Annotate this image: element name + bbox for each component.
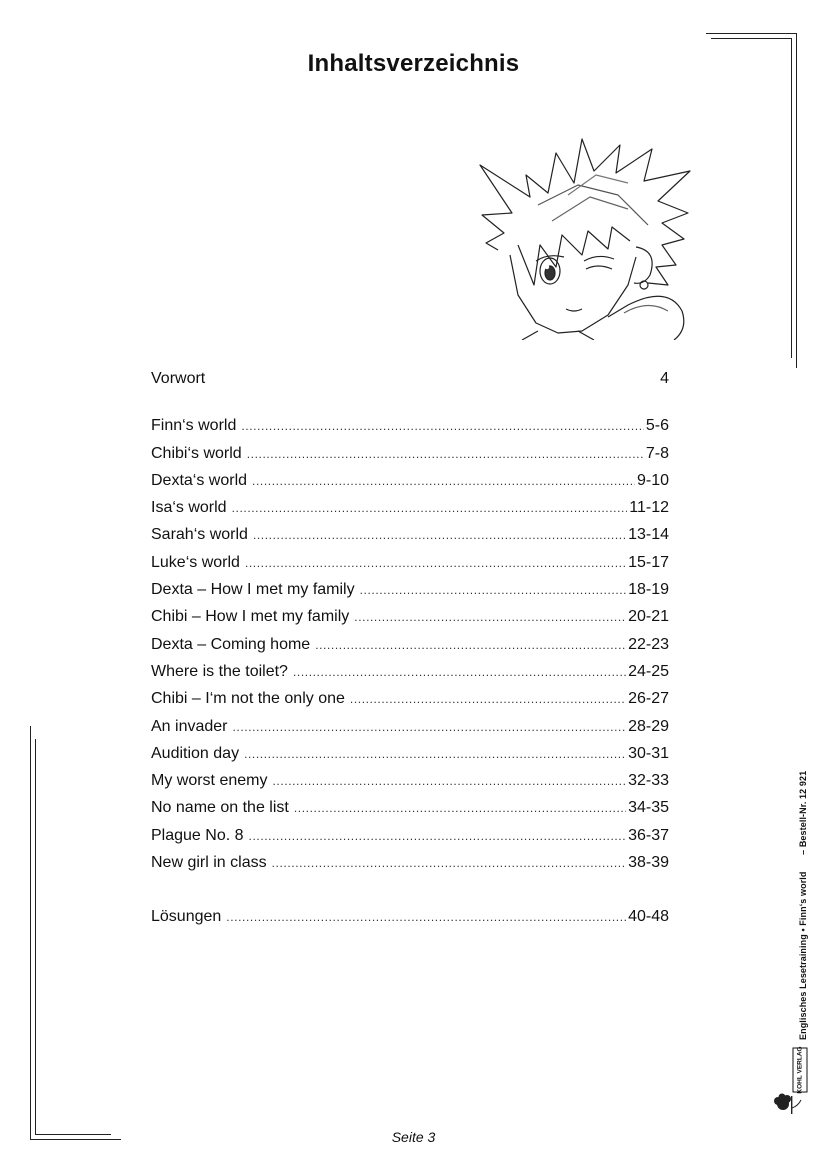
toc-entry (151, 663, 669, 690)
toc-entry-page: 20-21 (628, 608, 669, 626)
toc-entry-vorwort (151, 370, 669, 397)
toc-entry-page: 26-27 (628, 690, 669, 708)
toc-leader (293, 665, 626, 679)
toc-leader (272, 774, 626, 788)
toc-entry-loesungen (151, 908, 669, 935)
toc-entry-label: Luke‘s world (151, 553, 240, 571)
toc-entry-label: Dexta‘s world (151, 471, 248, 489)
toc-leader (244, 747, 626, 761)
toc-leader (253, 528, 626, 542)
toc-entry (151, 799, 669, 826)
table-of-contents (151, 370, 669, 936)
toc-entry-label: My worst enemy (151, 772, 268, 790)
toc-entry-label: No name on the list (151, 799, 289, 817)
toc-entry-label: Audition day (151, 744, 240, 762)
kohl-verlag-logo-icon (773, 1046, 809, 1116)
toc-entry (151, 690, 669, 717)
toc-entry-page: 15-17 (628, 553, 669, 571)
toc-entry-label: New girl in class (151, 854, 267, 872)
order-number: – Bestell-Nr. 12 921 (798, 770, 808, 855)
toc-leader (245, 556, 626, 570)
toc-entry (151, 499, 669, 526)
toc-entry-page: 34-35 (628, 799, 669, 817)
bullet-separator: • (798, 925, 808, 932)
toc-entry-label: An invader (151, 717, 228, 735)
toc-entry-page: 30-31 (628, 744, 669, 762)
publisher-name: KOHL VERLAG (796, 1046, 804, 1094)
toc-entry-page: 18-19 (628, 581, 669, 599)
toc-entry-page: 38-39 (628, 854, 669, 872)
toc-leader (249, 829, 627, 843)
toc-entry (151, 827, 669, 854)
toc-leader (272, 856, 626, 870)
toc-entry (151, 417, 669, 444)
toc-entry-page: 4 (660, 370, 669, 387)
side-imprint (798, 757, 808, 1040)
toc-leader (294, 801, 626, 815)
toc-entry (151, 854, 669, 881)
toc-leader (350, 692, 626, 706)
toc-entry-label: Chibi‘s world (151, 444, 242, 462)
toc-entry-page: 32-33 (628, 772, 669, 790)
toc-entry (151, 581, 669, 608)
toc-entry (151, 745, 669, 772)
toc-entry (151, 445, 669, 472)
toc-entry-label: Chibi – I‘m not the only one (151, 690, 345, 708)
series-name: Englisches Lesetraining (798, 934, 808, 1040)
toc-leader (233, 720, 627, 734)
toc-entry-page: 9-10 (636, 471, 669, 489)
toc-entry-page: 7-8 (645, 444, 669, 462)
toc-entry-label: Isa‘s world (151, 499, 227, 517)
toc-entry-page: 5-6 (645, 417, 669, 435)
toc-entry-label: Dexta – How I met my family (151, 581, 355, 599)
toc-entry-page: 36-37 (628, 826, 669, 844)
toc-entry-label: Sarah‘s world (151, 526, 248, 544)
toc-entry-label: Lösungen (151, 908, 222, 926)
page-title: Inhaltsverzeichnis (307, 50, 520, 77)
toc-entry (151, 636, 669, 663)
toc-entry-label: Where is the toilet? (151, 662, 288, 680)
book-title: Finn‘s world (798, 871, 808, 926)
toc-entry-page: 22-23 (628, 635, 669, 653)
toc-entry-page: 24-25 (628, 662, 669, 680)
toc-entry-page: 13-14 (628, 526, 669, 544)
toc-leader (241, 419, 644, 433)
toc-leader (360, 583, 626, 597)
toc-entry-page: 28-29 (628, 717, 669, 735)
toc-entry-label: Finn‘s world (151, 417, 237, 435)
manga-boy-drawing-icon (478, 135, 694, 340)
toc-entry-label: Chibi – How I met my family (151, 608, 350, 626)
toc-entry-label: Vorwort (151, 370, 206, 387)
toc-leader (252, 474, 635, 488)
toc-leader (354, 610, 626, 624)
toc-leader (232, 501, 628, 515)
toc-leader (226, 910, 626, 924)
toc-entry (151, 554, 669, 581)
toc-leader (247, 447, 644, 461)
toc-entry-page: 11-12 (629, 499, 669, 517)
toc-entry-page: 40-48 (628, 908, 669, 926)
toc-entry-label: Plague No. 8 (151, 826, 244, 844)
toc-entry-label: Dexta – Coming home (151, 635, 311, 653)
toc-entry (151, 526, 669, 553)
toc-leader (315, 638, 626, 652)
toc-entry (151, 608, 669, 635)
toc-entry (151, 772, 669, 799)
toc-entry (151, 472, 669, 499)
page-footer: Seite 3 (391, 1129, 436, 1145)
toc-entry (151, 718, 669, 745)
